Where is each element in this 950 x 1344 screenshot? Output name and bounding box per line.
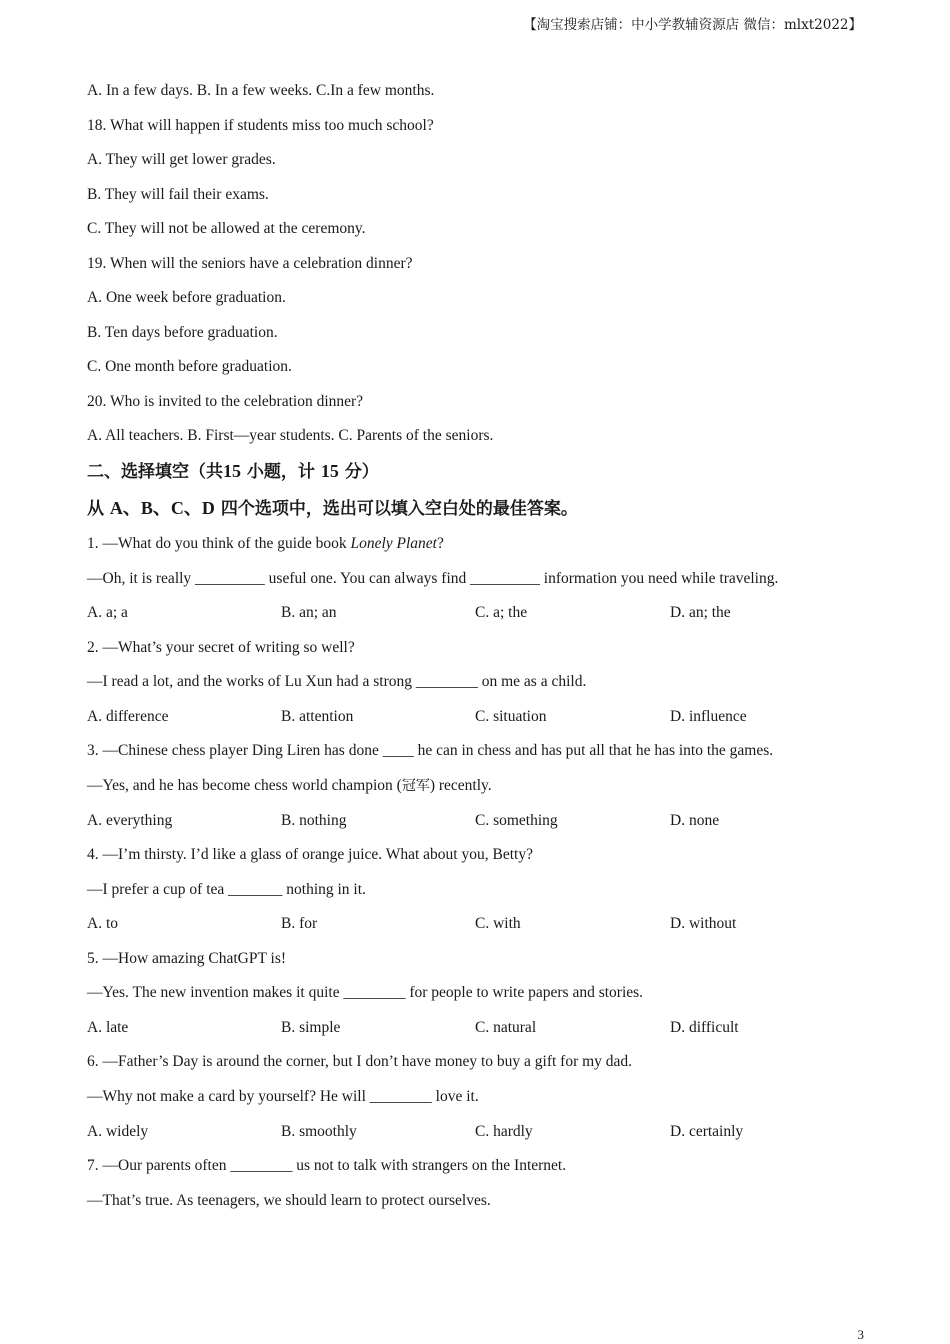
q3-option-d: D. none bbox=[670, 812, 720, 829]
q6-option-b: B. smoothly bbox=[281, 1123, 357, 1140]
q6-option-a: A. widely bbox=[87, 1123, 149, 1140]
q1-options bbox=[0, 603, 950, 623]
page-header: 【淘宝搜索店铺：中小学教辅资源店 微信：mlxt2022】 bbox=[523, 17, 862, 33]
q5-option-b: B. simple bbox=[281, 1019, 341, 1036]
section-title: 二、选择填空（共15 小题，计 15 分） bbox=[87, 461, 379, 482]
q19-option-b: B. Ten days before graduation. bbox=[87, 324, 278, 341]
q1-option-b: B. an; an bbox=[281, 604, 337, 621]
q3-options bbox=[0, 811, 950, 831]
q3-option-a: A. everything bbox=[87, 812, 173, 829]
section-instruction: 从 A、B、C、D 四个选项中，选出可以填入空白处的最佳答案。 bbox=[87, 498, 578, 519]
q18-option-b: B. They will fail their exams. bbox=[87, 186, 269, 203]
q1-option-d: D. an; the bbox=[670, 604, 731, 621]
q2-option-a: A. difference bbox=[87, 708, 169, 725]
q4-options bbox=[0, 914, 950, 934]
q5-option-c: C. natural bbox=[475, 1019, 537, 1036]
q2-options bbox=[0, 707, 950, 727]
q5-option-a: A. late bbox=[87, 1019, 129, 1036]
q5-reply: —Yes. The new invention makes it quite ________ for people to write papers and stories. bbox=[87, 984, 644, 1001]
q4-option-b: B. for bbox=[281, 915, 318, 932]
q4-reply: —I prefer a cup of tea _______ nothing in it. bbox=[87, 881, 366, 898]
q6-option-d: D. certainly bbox=[670, 1123, 744, 1140]
q18-stem: 18. What will happen if students miss too much school? bbox=[87, 117, 434, 134]
q4-stem: 4. —I’m thirsty. I’d like a glass of orange juice. What about you, Betty? bbox=[87, 846, 533, 863]
q2-option-d: D. influence bbox=[670, 708, 747, 725]
q19-option-a: A. One week before graduation. bbox=[87, 289, 286, 306]
q2-option-b: B. attention bbox=[281, 708, 354, 725]
q6-option-c: C. hardly bbox=[475, 1123, 533, 1140]
q4-option-d: D. without bbox=[670, 915, 737, 932]
q3-option-b: B. nothing bbox=[281, 812, 347, 829]
q3-stem: 3. —Chinese chess player Ding Liren has done ____ he can in chess and has put all that he has into the games. bbox=[87, 742, 774, 759]
q1-option-c: C. a; the bbox=[475, 604, 528, 621]
q18-option-a: A. They will get lower grades. bbox=[87, 151, 276, 168]
page-number: 3 bbox=[857, 1327, 864, 1342]
q1-option-a: A. a; a bbox=[87, 604, 128, 621]
q1-reply: —Oh, it is really _________ useful one. You can always find _________ information you need while traveling. bbox=[87, 570, 779, 587]
q17-options: A. In a few days. B. In a few weeks. C.In a few months. bbox=[87, 82, 435, 99]
q2-stem: 2. —What’s your secret of writing so well? bbox=[87, 639, 355, 656]
q6-options bbox=[0, 1122, 950, 1142]
q19-stem: 19. When will the seniors have a celebration dinner? bbox=[87, 255, 413, 272]
q4-option-a: A. to bbox=[87, 915, 118, 932]
q2-reply: —I read a lot, and the works of Lu Xun had a strong ________ on me as a child. bbox=[87, 673, 587, 690]
q6-reply: —Why not make a card by yourself? He will ________ love it. bbox=[87, 1088, 479, 1105]
q3-option-c: C. something bbox=[475, 812, 558, 829]
q1-stem: 1. —What do you think of the guide book Lonely Planet? bbox=[87, 535, 444, 552]
q19-option-c: C. One month before graduation. bbox=[87, 358, 292, 375]
q5-stem: 5. —How amazing ChatGPT is! bbox=[87, 950, 287, 967]
q20-options: A. All teachers. B. First—year students. C. Parents of the seniors. bbox=[87, 427, 494, 444]
q18-option-c: C. They will not be allowed at the ceremony. bbox=[87, 220, 366, 237]
q5-option-d: D. difficult bbox=[670, 1019, 739, 1036]
q6-stem: 6. —Father’s Day is around the corner, but I don’t have money to buy a gift for my dad. bbox=[87, 1053, 633, 1070]
q7-stem: 7. —Our parents often ________ us not to talk with strangers on the Internet. bbox=[87, 1157, 567, 1174]
q20-stem: 20. Who is invited to the celebration dinner? bbox=[87, 393, 364, 410]
q5-options bbox=[0, 1018, 950, 1038]
q2-option-c: C. situation bbox=[475, 708, 547, 725]
q3-reply: —Yes, and he has become chess world champion (冠军) recently. bbox=[87, 777, 492, 794]
q4-option-c: C. with bbox=[475, 915, 521, 932]
q7-reply: —That’s true. As teenagers, we should learn to protect ourselves. bbox=[87, 1192, 491, 1209]
